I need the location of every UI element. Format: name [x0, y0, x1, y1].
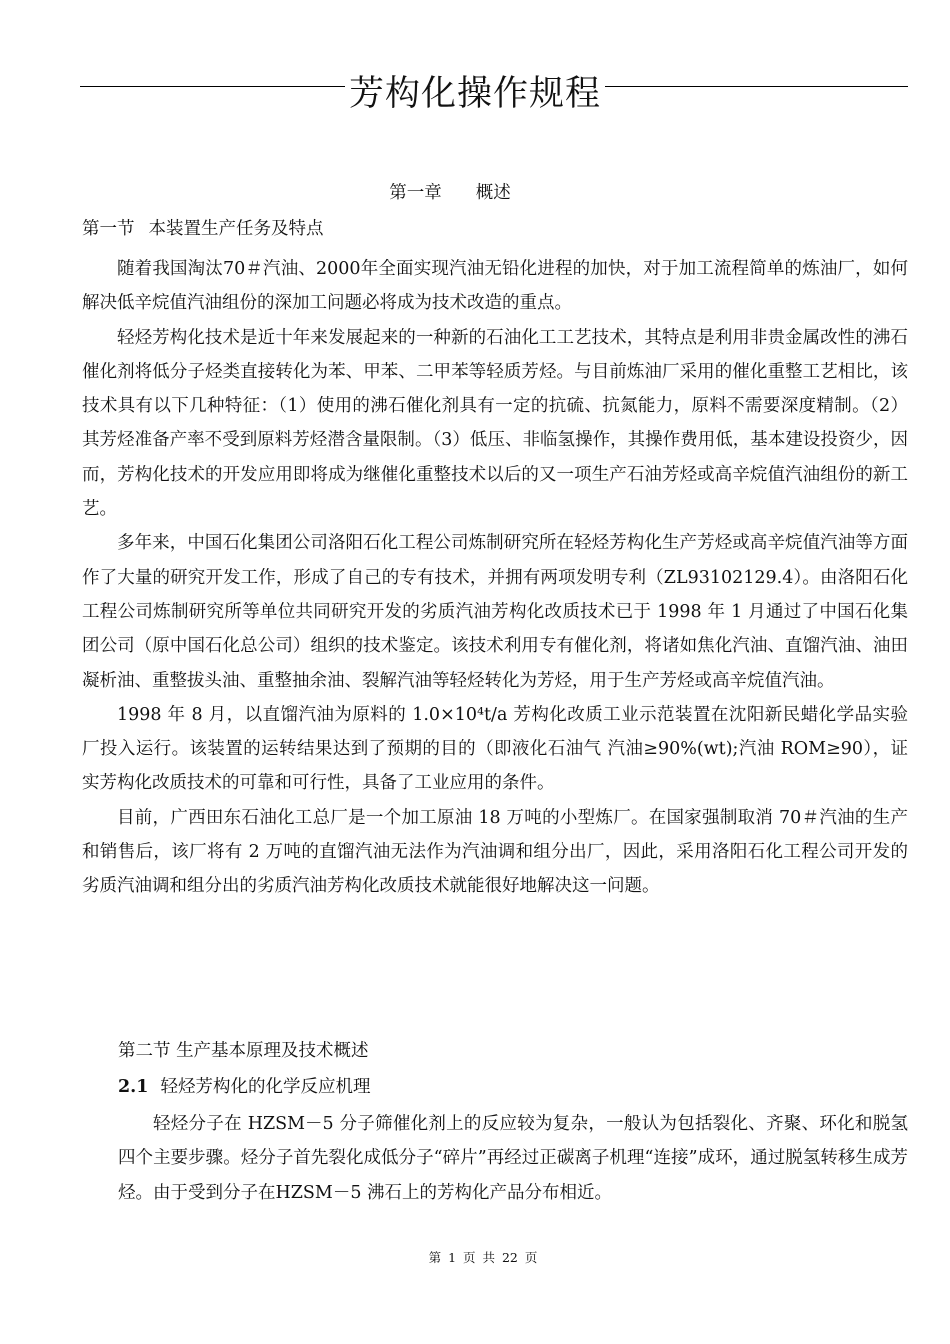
- document-title: 芳构化操作规程: [0, 70, 950, 118]
- subsection-heading: [118, 1075, 370, 1099]
- paragraph: 1998 年 8 月，以直馏汽油为原料的 1.0×10⁴t/a 芳构化改质工业示范装置在沈阳新民蜡化学品实验厂投入运行。该装置的运转结果达到了预期的目的（即液化石油气 汽油≥90%(wt);汽油 ROM≥90），证实芳构化改质技术的可靠和可行性，具备了工业应用的条件。: [82, 704, 908, 794]
- paragraph: 多年来，中国石化集团公司洛阳石化工程公司炼制研究所在轻烃芳构化生产芳烃或高辛烷值汽油等方面作了大量的研究开发工作，形成了自己的专有技术，并拥有两项发明专利（ZL93102129.4）。由洛阳石化工程公司炼制研究所等单位共同研究开发的劣质汽油芳构化改质技术已于 1998 年 1 月通过了中国石化集团公司（原中国石化总公司）组织的技术鉴定。该技术利用专有催化剂，将诸如焦化汽油、直馏汽油、油田凝析油、重整拔头油、重整抽余油、裂解汽油等轻烃转化为芳烃，用于生产芳烃或高辛烷值汽油。: [82, 533, 908, 691]
- subsection-number: 2.1: [118, 1077, 149, 1097]
- section2-heading: 第二节 生产基本原理及技术概述: [118, 1041, 369, 1061]
- section-number: 第一节: [82, 219, 135, 239]
- paragraph: 轻烃芳构化技术是近十年来发展起来的一种新的石油化工工艺技术，其特点是利用非贵金属改性的沸石催化剂将低分子烃类直接转化为苯、甲苯、二甲苯等轻质芳烃。与目前炼油厂采用的催化重整工艺相比，该技术具有以下几种特征：（1）使用的沸石催化剂具有一定的抗硫、抗氮能力，原料不需要深度精制。（2）其芳烃准备产率不受到原料芳烃潜含量限制。（3）低压、非临氢操作，其操作费用低，基本建设投资少，因而，芳构化技术的开发应用即将成为继催化重整技术以后的又一项生产石油芳烃或高辛烷值汽油组份的新工艺。: [82, 327, 908, 520]
- chapter-heading: [0, 181, 900, 205]
- section-name: 本装置生产任务及特点: [148, 219, 324, 239]
- paragraph: 随着我国淘汰70＃汽油、2000年全面实现汽油无铅化进程的加快，对于加工流程简单的炼油厂，如何解决低辛烷值汽油组份的深加工问题必将成为技术改造的重点。: [82, 259, 908, 314]
- section2-body: [118, 1107, 908, 1210]
- section1-body: [82, 252, 908, 904]
- subsection-name: 轻烃芳构化的化学反应机理: [160, 1077, 371, 1097]
- paragraph: 目前，广西田东石油化工总厂是一个加工原油 18 万吨的小型炼厂。在国家强制取消 70＃汽油的生产和销售后，该厂将有 2 万吨的直馏汽油无法作为汽油调和组分出厂，因此，采用洛阳石化工程公司开发的劣质汽油调和组分出的劣质汽油芳构化改质技术就能很好地解决这一问题。: [82, 807, 908, 897]
- page-footer: 第 1 页 共 22 页: [428, 1250, 538, 1265]
- paragraph: 轻烃分子在 HZSM－5 分子筛催化剂上的反应较为复杂，一般认为包括裂化、齐聚、环化和脱氢四个主要步骤。烃分子首先裂化成低分子“碎片”再经过正碳离子机理“连接”成环，通过脱氢转移生成芳烃。由于受到分子在HZSM－5 沸石上的芳构化产品分布相近。: [118, 1114, 908, 1203]
- chapter-number: 第一章: [389, 183, 442, 203]
- section-heading: [82, 217, 324, 241]
- chapter-name: 概述: [475, 183, 511, 203]
